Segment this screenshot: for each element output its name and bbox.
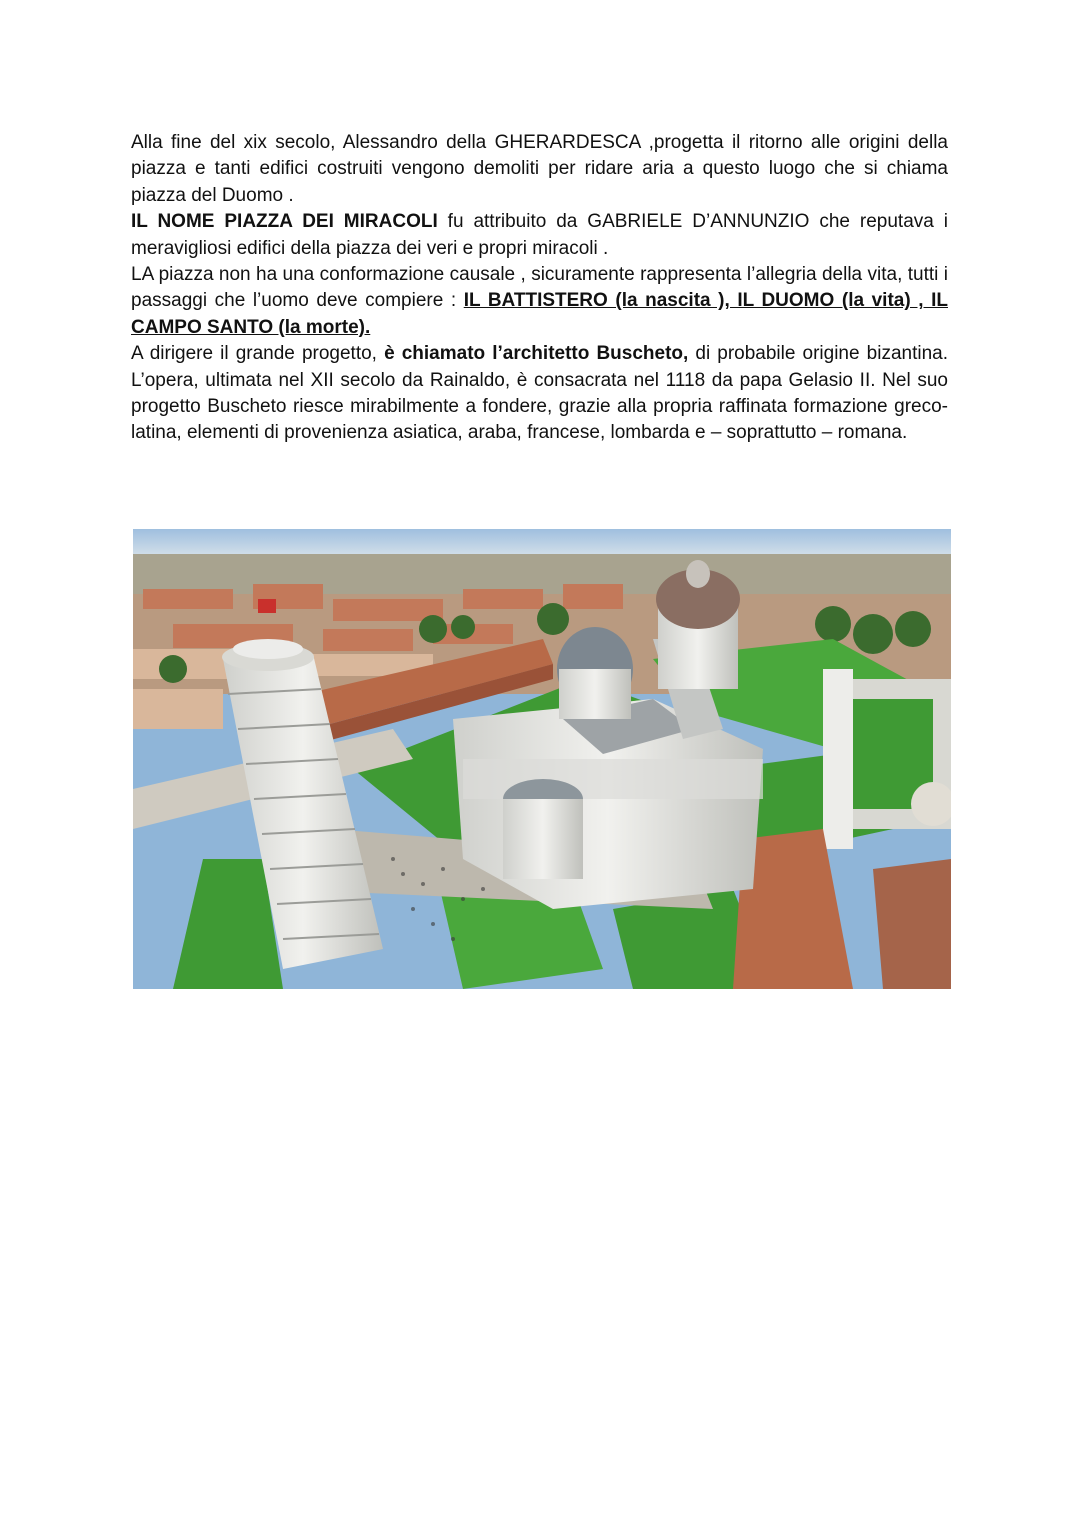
paragraph-conformazione <box>131 262 948 341</box>
paragraph-miracoli <box>131 209 948 262</box>
paragraph-text: A dirigere il grande progetto, <box>131 343 385 365</box>
piazza-dei-miracoli-photo <box>133 529 951 989</box>
aerial-view-illustration <box>133 529 951 989</box>
bold-title: IL NOME PIAZZA DEI MIRACOLI <box>131 211 438 233</box>
paragraph-text: fu attribuito da GABRIELE D’ANNUNZIO che reputava i meravigliosi edifici della piazza dei veri e propri miracoli . <box>131 211 948 259</box>
paragraph-text: di probabile origine bizantina. L’opera, ultimata nel XII secolo da Rainaldo, è consacrata nel 1118 da papa Gelasio II. Nel suo progetto Buscheto riesce mirabilmente a fondere, grazie alla propria raffinata formazione greco-latina, elementi di provenienza asiatica, araba, francese, lombarda e – soprattutto – romana. <box>131 343 948 444</box>
paragraph-text: LA piazza non ha una conformazione causale , sicuramente rappresenta l’allegria della vita, tutti i passaggi che l’uomo deve compiere : <box>131 264 948 312</box>
document-text <box>131 130 948 447</box>
underlined-highlight: IL BATTISTERO (la nascita ), IL DUOMO (la vita) , IL CAMPO SANTO (la morte). <box>131 290 948 338</box>
paragraph-gherardesca <box>131 130 948 209</box>
bold-architect: è chiamato l’architetto Buscheto, <box>384 343 689 365</box>
paragraph-text: Alla fine del xix secolo, Alessandro della GHERARDESCA ,progetta il ritorno alle origini della piazza e tanti edifici costruiti vengono demoliti per ridare aria a questo luogo che si chiama piazza del Duomo . <box>131 132 948 206</box>
paragraph-buscheto <box>131 341 948 447</box>
